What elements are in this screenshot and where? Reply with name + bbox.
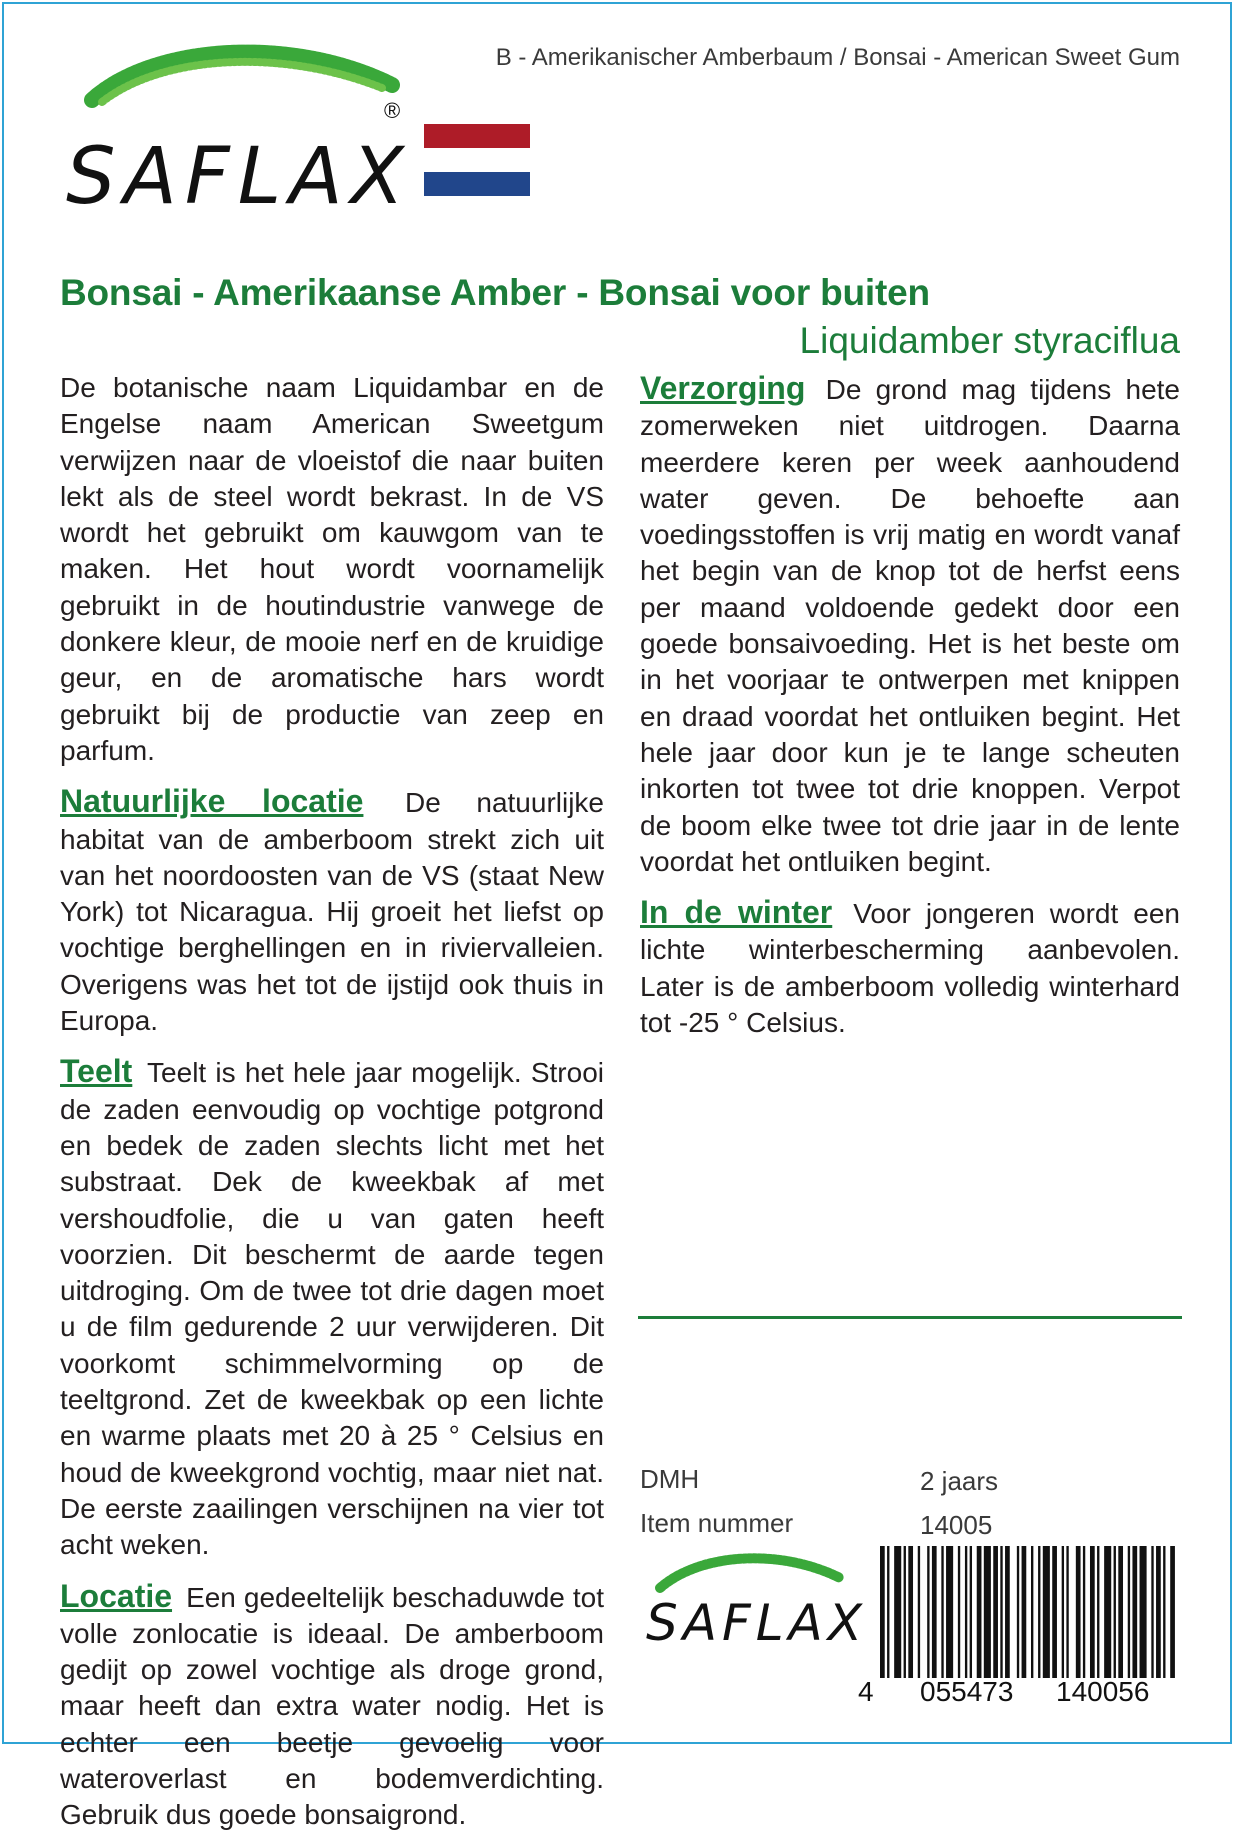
barcode-bar <box>904 1546 906 1678</box>
barcode-bar <box>993 1546 998 1678</box>
barcode-bar <box>1066 1546 1068 1678</box>
barcode-bar <box>1104 1546 1111 1678</box>
barcode-bar <box>1052 1546 1057 1678</box>
barcode-bar <box>1000 1546 1002 1678</box>
barcode-bar <box>1038 1546 1040 1678</box>
flag-stripe-blue <box>424 172 530 196</box>
ean-barcode <box>858 1546 1182 1706</box>
saflax-logo <box>62 40 422 222</box>
barcode-bar <box>970 1546 972 1678</box>
barcode-bar <box>894 1546 901 1678</box>
barcode-bar <box>1132 1546 1137 1678</box>
section-heading: Teelt <box>60 1053 133 1090</box>
barcode-bar <box>908 1546 913 1678</box>
barcode-bar <box>1151 1546 1153 1678</box>
barcode-bar <box>1114 1546 1116 1678</box>
barcode-bar <box>880 1546 885 1678</box>
section-text: Een gedeeltelijk beschaduwde tot volle zonlocatie is ideaal. De amberboom gedijt op zowel vochtige als droge grond, maar heeft dan extra water nodig. Het is echter een beetje gevoelig voor wateroverlast en bodemverdichting. Gebruik dus goede bonsaigrond. <box>60 1581 604 1831</box>
section-divider <box>638 1316 1182 1319</box>
barcode-bar <box>941 1546 943 1678</box>
barcode-bar <box>958 1546 960 1678</box>
flag-stripe-white <box>424 148 530 172</box>
barcode-bar <box>1128 1546 1130 1678</box>
barcode-bar <box>932 1546 937 1678</box>
dmh-value: 2 jaars <box>920 1466 999 1496</box>
section-heading: Locatie <box>60 1577 173 1614</box>
barcode-bar <box>1090 1546 1095 1678</box>
section-text: De natuurlijke habitat van de amberboom strekt zich uit van het noordoosten van de VS (staat New York) tot Nicaragua. Hij groeit het liefst op vochtige berghellingen en in riviervalleien. Overigens was het tot de ijstijd ook thuis in Europa. <box>60 787 605 1037</box>
section-text: Teelt is het hele jaar mogelijk. Strooi de zaden eenvoudig op vochtige potgrond en bedek de zaden slechts licht met het substraat. Dek de kweekbak af met vershoudfolie, die u van gaten heeft voorzien. Dit beschermt de aarde tegen uitdroging. Om de twee tot drie dagen moet u de film gedurende 2 uur verwijderen. Dit voorkomt schimmelvorming op de teeltgrond. Zet de kweekbak op een lichte en warme plaats met 20 à 25 ° Celsius en houd de kweekgrond vochtig, maar niet nat. De eerste zaailingen verschijnen na vier tot acht weken. <box>60 1057 604 1561</box>
barcode-first-digit: 4 <box>858 1676 874 1707</box>
barcode-bar <box>1083 1546 1085 1678</box>
registered-mark: ® <box>384 98 401 123</box>
barcode-right-group: 140056 <box>1056 1676 1150 1707</box>
section-heading: Natuurlijke locatie <box>60 783 364 820</box>
item-number-label: Item nummer <box>640 1508 794 1538</box>
section-cultivation <box>60 1053 604 1563</box>
barcode-bar <box>1170 1546 1175 1678</box>
section-heading: Verzorging <box>640 370 806 406</box>
botanical-name: Liquidamber styraciflua <box>799 320 1180 361</box>
barcode-bar <box>965 1546 967 1678</box>
small-logo-text: SAFLAX <box>646 1594 868 1652</box>
barcode-bar <box>1097 1546 1099 1678</box>
barcode-bar <box>1062 1546 1064 1678</box>
barcode-bar <box>1022 1546 1027 1678</box>
barcode-bar <box>927 1546 929 1678</box>
section-care <box>640 370 1180 880</box>
barcode-left-group: 055473 <box>920 1676 1014 1707</box>
netherlands-flag-icon <box>424 124 530 196</box>
section-winter <box>640 894 1180 1041</box>
item-number-value: 14005 <box>920 1510 993 1540</box>
barcode-bars <box>880 1546 1182 1678</box>
left-column <box>60 370 604 1848</box>
barcode-bar <box>1031 1546 1033 1678</box>
logo-text: SAFLAX <box>66 132 412 222</box>
barcode-bar <box>1043 1546 1050 1678</box>
barcode-bar <box>1005 1546 1010 1678</box>
barcode-bar <box>984 1546 991 1678</box>
page-title: Bonsai - Amerikaanse Amber - Bonsai voor buiten <box>60 272 930 313</box>
section-heading: In de winter <box>640 894 833 931</box>
barcode-bar <box>1118 1546 1123 1678</box>
product-line: B - Amerikanischer Amberbaum / Bonsai - American Sweet Gum <box>495 44 1180 71</box>
flag-stripe-red <box>424 124 530 148</box>
barcode-bar <box>918 1546 920 1678</box>
barcode-bar <box>1156 1546 1161 1678</box>
barcode-bar <box>946 1546 953 1678</box>
barcode-bar <box>1076 1546 1081 1678</box>
barcode-bar <box>1017 1546 1019 1678</box>
section-natural-location <box>60 783 604 1039</box>
saflax-small-logo <box>640 1548 868 1658</box>
intro-text: De botanische naam Liquidambar en de Engelse naam American Sweetgum verwijzen naar de vloeistof die naar buiten lekt als de steel wordt bekrast. In de VS wordt het gebruikt om kauwgom van te maken. Het hout wordt voornamelijk gebruikt in de houtindustrie vanwege de donkere kleur, de mooie nerf en de kruidige geur, en de aromatische hars wordt gebruikt bij de productie van zeep en parfum. <box>60 372 604 766</box>
section-text: Voor jongeren wordt een lichte winterbescherming aanbevolen. Later is de amberboom volledig winterhard tot -25 ° Celsius. <box>640 898 1180 1039</box>
barcode-bar <box>1140 1546 1147 1678</box>
dmh-label: DMH <box>640 1464 700 1494</box>
barcode-bar <box>887 1546 889 1678</box>
section-text: De grond mag tijdens hete zomerweken niet uitdrogen. Daarna meerdere keren per week aanhoudend water geven. De behoefte aan voedingsstoffen is vrij matig en wordt vanaf het begin van de knop tot de herfst eens per maand voldoende gedekt door een goede bonsaivoeding. Het is het beste om in het voorjaar te ontwerpen met knippen en draad voordat het ontluiken begint. Het hele jaar door kun je te lange scheuten inkorten tot twee tot drie knoppen. Verpot de boom elke twee tot drie jaar in de lente voordat het ontluiken begint. <box>640 374 1180 877</box>
right-column <box>640 370 1180 1055</box>
section-placement <box>60 1578 604 1834</box>
barcode-bar <box>977 1546 982 1678</box>
barcode-bar <box>1163 1546 1165 1678</box>
